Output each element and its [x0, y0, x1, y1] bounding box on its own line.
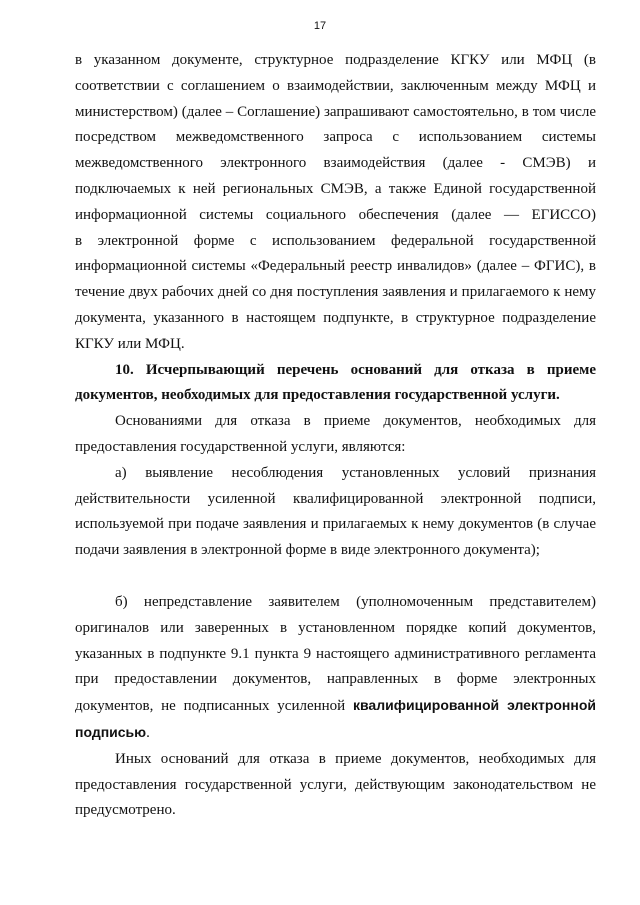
paragraph-2: в электронной форме с использованием федеральной государственной информационной системы «Федеральный реестр инвалидов» (далее – ФГИС), в течение двух рабочих дней со дня поступления заявления и прилагаемого к нему документа, указанного в настоящем подпункте, в структурное подразделение КГКУ или МФЦ. [75, 232, 596, 352]
page-number: 17 [313, 20, 327, 32]
paragraph-no-other-grounds: Иных оснований для отказа в приеме документов, необходимых для предоставления государственной услуги, действующим законодательством не предусмотрено. [75, 750, 596, 819]
document-body [75, 48, 596, 824]
paragraph-item-a: а) выявление несоблюдения установленных условий признания действительности усиленной квалифицированной электронной подписи, используемой при подаче заявления и прилагаемых к нему документов (в случае подачи заявления в электронной форме в виде электронного документа); [75, 464, 596, 559]
item-b-end: . [146, 724, 150, 741]
item-b-text: б) непредставление заявителем (уполномоченным представителем) оригиналов или заверенных в установленном порядке копий документов, указанных в подпункте 9.1 пункта 9 настоящего административного регламента при предоставлении документов, направленных в форме электронных документов, не подписанных усиленной [75, 593, 596, 715]
section-heading: 10. Исчерпывающий перечень оснований для отказа в приеме документов, необходимых для предоставления государственной услуги. [75, 361, 596, 404]
paragraph-item-b [75, 590, 596, 747]
item-b-bold-text: квалифицированной электронной подписью [75, 697, 596, 740]
paragraph-grounds-intro: Основаниями для отказа в приеме документов, необходимых для предоставления государственной услуги, являются: [75, 413, 596, 455]
paragraph-1: в указанном документе, структурное подразделение КГКУ или МФЦ (в соответствии с соглашением о взаимодействии, заключенным между МФЦ и министерством) (далее – Соглашение) запрашивают самостоятельно, в том числе посредством межведомственного запроса с использованием системы межведомственного электронного взаимодействия (далее - СМЭВ) и подключаемых к ней региональных СМЭВ, а также Единой государственной информационной системы социального обеспечения (далее — ЕГИССО) [75, 52, 596, 223]
blank-line [75, 564, 596, 590]
